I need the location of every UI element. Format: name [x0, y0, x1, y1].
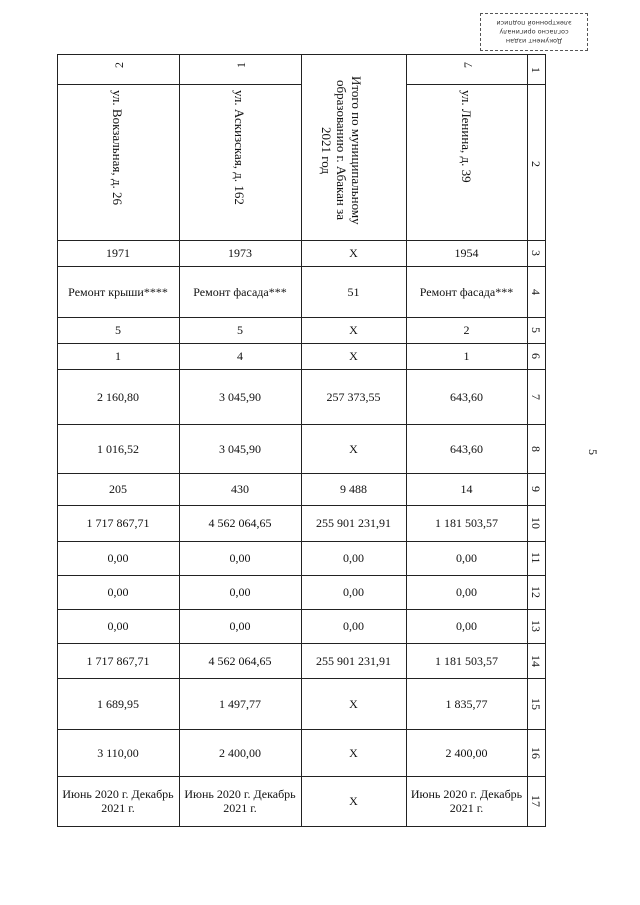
stamp-line: согласно оригиналу	[499, 28, 569, 37]
table-cell: 1973	[228, 246, 252, 260]
row-index: 7	[529, 393, 543, 400]
table-cell: Х	[349, 696, 358, 711]
index-header-cell: 2	[529, 161, 543, 167]
table-cell: 1 835,77	[445, 696, 488, 711]
row-index: 3	[529, 250, 543, 256]
row-index: 12	[529, 586, 543, 598]
table-cell: 0,00	[456, 551, 477, 565]
table-cell: 1 689,95	[97, 696, 139, 711]
table-cell: 1 016,52	[97, 441, 139, 456]
row-index: 16	[529, 746, 543, 759]
table-cell: Июнь 2020 г. Декабрь 2021 г.	[184, 787, 296, 815]
table-cell: 2 400,00	[445, 745, 488, 760]
table-cell: 1 717 867,71	[86, 516, 150, 530]
table-cell: 14	[460, 482, 473, 496]
table-cell: Х	[349, 323, 358, 337]
table-cell: 1	[463, 349, 470, 363]
row-index: 5	[529, 327, 543, 333]
table-cell: 51	[347, 284, 360, 299]
column-address: ул. Аскизская, д. 162	[232, 90, 247, 205]
table-cell: Ремонт крыши****	[68, 284, 168, 299]
table-cell: 257 373,55	[326, 389, 381, 404]
table-cell: Ремонт фасада***	[193, 284, 287, 299]
certification-stamp	[480, 13, 588, 51]
table-cell: 430	[231, 482, 249, 496]
table-cell: 205	[109, 482, 127, 496]
table-border	[57, 826, 546, 827]
table-cell: Июнь 2020 г. Декабрь 2021 г.	[62, 787, 174, 815]
row-index: 13	[529, 620, 543, 632]
row-index: 15	[529, 697, 543, 710]
table-cell: Х	[349, 349, 358, 363]
row-index: 10	[529, 517, 543, 529]
table-cell: Х	[349, 794, 358, 808]
table-border	[406, 84, 527, 85]
column-number: 2	[112, 62, 126, 68]
table-border	[57, 84, 301, 85]
table-cell: 0,00	[456, 585, 477, 599]
row-index: 14	[529, 654, 543, 667]
table-cell: 3 110,00	[97, 745, 139, 760]
table-cell: 0,00	[107, 551, 129, 565]
table-cell: 1 181 503,57	[435, 653, 498, 668]
table-cell: 9 488	[340, 482, 367, 496]
column-address: Итого по муниципальному образованию г. Абакан за 2021 год	[319, 76, 364, 225]
column-number: 7	[461, 62, 475, 68]
table-cell: 2	[463, 323, 470, 337]
row-index: 8	[529, 445, 543, 452]
page-number: 5	[586, 449, 600, 455]
table-cell: 0,00	[229, 551, 251, 565]
table-cell: 0,00	[343, 619, 364, 633]
row-index: 17	[529, 795, 543, 807]
row-index: 9	[529, 486, 543, 492]
table-cell: 1971	[106, 246, 130, 260]
table-cell: 1	[115, 349, 121, 363]
row-index: 11	[529, 552, 543, 564]
table-cell: 643,60	[450, 441, 483, 456]
column-address: ул. Вокзальная, д. 26	[110, 90, 125, 205]
table-cell: 0,00	[229, 619, 251, 633]
table-cell: 255 901 231,91	[316, 516, 391, 530]
table-cell: 0,00	[107, 585, 129, 599]
table-cell: 1 497,77	[219, 696, 261, 711]
table-cell: 643,60	[450, 389, 483, 404]
table-border	[57, 54, 546, 55]
table-cell: 255 901 231,91	[316, 653, 391, 668]
table-cell: 1954	[454, 246, 479, 260]
table-cell: 3 045,90	[219, 389, 261, 404]
table-cell: 0,00	[107, 619, 129, 633]
table-cell: 1 181 503,57	[435, 516, 498, 530]
table-cell: 0,00	[456, 619, 477, 633]
table-cell: 0,00	[343, 551, 364, 565]
index-header-cell: 1	[529, 67, 543, 73]
stamp-line: Документ издан	[505, 37, 563, 46]
table-cell: 2 400,00	[219, 745, 261, 760]
table-cell: 0,00	[229, 585, 251, 599]
row-index: 4	[529, 288, 543, 295]
table-cell: Июнь 2020 г. Декабрь 2021 г.	[410, 787, 523, 815]
table-cell: 1 717 867,71	[86, 653, 150, 668]
table-cell: 2 160,80	[97, 389, 139, 404]
data-table	[57, 54, 546, 827]
table-cell: 5	[237, 323, 243, 337]
table-border	[545, 54, 546, 827]
row-index: 6	[529, 353, 543, 359]
table-cell: Х	[349, 441, 358, 456]
stamp-line: электронной подписи	[496, 19, 572, 28]
column-number: 1	[234, 62, 248, 68]
column-address: ул. Ленина, д. 39	[459, 90, 474, 183]
table-cell: 3 045,90	[219, 441, 261, 456]
table-cell: Х	[349, 246, 358, 260]
table-border	[527, 84, 545, 85]
table-cell: Ремонт фасада***	[419, 284, 514, 299]
table-cell: 4 562 064,65	[208, 653, 272, 668]
table-cell: 0,00	[343, 585, 364, 599]
table-cell: Х	[349, 745, 358, 760]
table-cell: 5	[115, 323, 121, 337]
table-cell: 4 562 064,65	[208, 516, 272, 530]
table-cell: 4	[237, 349, 243, 363]
